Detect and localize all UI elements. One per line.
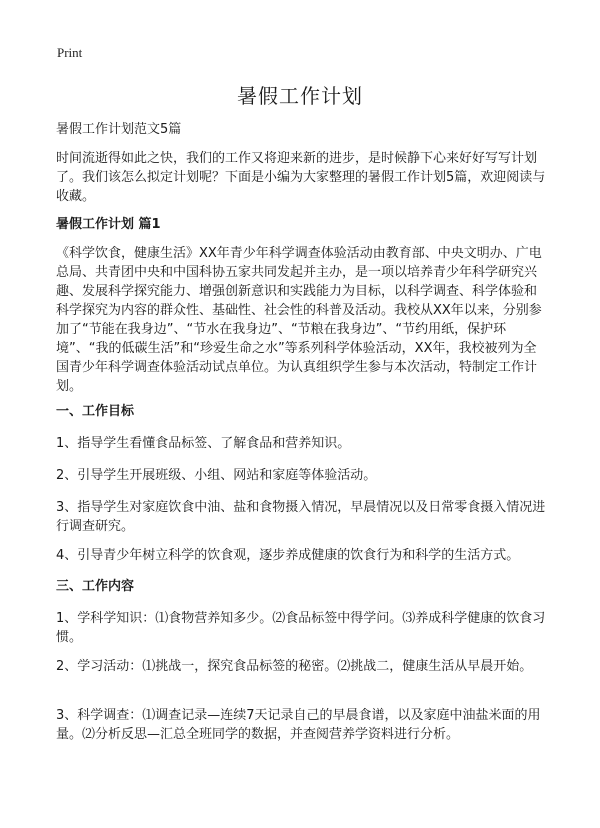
document-subtitle: 暑假工作计划范文5篇 bbox=[56, 122, 182, 137]
section-1-paragraph: 《科学饮食，健康生活》XX年青少年科学调查体验活动由教育部、中央文明办、广电总局、共青团中央和中国科协五家共同发起并主办，是一项以培养青少年科学研究兴趣、发展科学探究能力、增强创新意识和实践能力为目标，以科学调查、科学体验和科学探究为内容的群众性、基础性、社会性的科普及活动。我校从XX年以来，分别参加了“节能在我身边”、“节水在我身边”、“节粮在我身边”、“节约用纸，保护环境”、“我的低碳生活”和“珍爱生命之水”等系列科学体验活动，XX年，我校被列为全国青少年科学调查体验活动试点单位。为认真组织学生参与本次活动，特制定工作计划。 bbox=[56, 246, 542, 394]
goal-item-3: 3、指导学生对家庭饮食中油、盐和食物摄入情况，早晨情况以及日常零食摄入情况进行调查研究。 bbox=[56, 500, 546, 534]
intro-paragraph: 时间流逝得如此之快，我们的工作又将迎来新的进步，是时候静下心来好好写写计划了。我们该怎么拟定计划呢？下面是小编为大家整理的暑假工作计划5篇，欢迎阅读与收藏。 bbox=[56, 151, 546, 204]
content-heading: 三、工作内容 bbox=[56, 579, 135, 594]
section-heading-1: 暑假工作计划 篇1 bbox=[56, 217, 161, 232]
goal-item-2: 2、引导学生开展班级、小组、网站和家庭等体验活动。 bbox=[56, 468, 377, 483]
goal-item-1: 1、指导学生看懂食品标签、了解食品和营养知识。 bbox=[56, 436, 351, 451]
content-item-1: 1、学科学知识：⑴食物营养知多少。⑵食品标签中得学问。⑶养成科学健康的饮食习惯。 bbox=[56, 611, 546, 645]
page-title: 暑假工作计划 bbox=[237, 84, 363, 108]
goals-heading: 一、工作目标 bbox=[56, 404, 135, 419]
print-link[interactable]: Print bbox=[57, 45, 83, 60]
content-item-3: 3、科学调查：⑴调查记录—连续7天记录自己的早晨食谱，以及家庭中油盐米面的用量。⑵分析反思—汇总全班同学的数据，并查阅营养学资料进行分析。 bbox=[56, 708, 541, 742]
goal-item-4: 4、引导青少年树立科学的饮食观，逐步养成健康的饮食行为和科学的生活方式。 bbox=[56, 548, 520, 563]
content-item-2: 2、学习活动：⑴挑战一，探究食品标签的秘密。⑵挑战二，健康生活从早晨开始。 bbox=[56, 659, 533, 674]
